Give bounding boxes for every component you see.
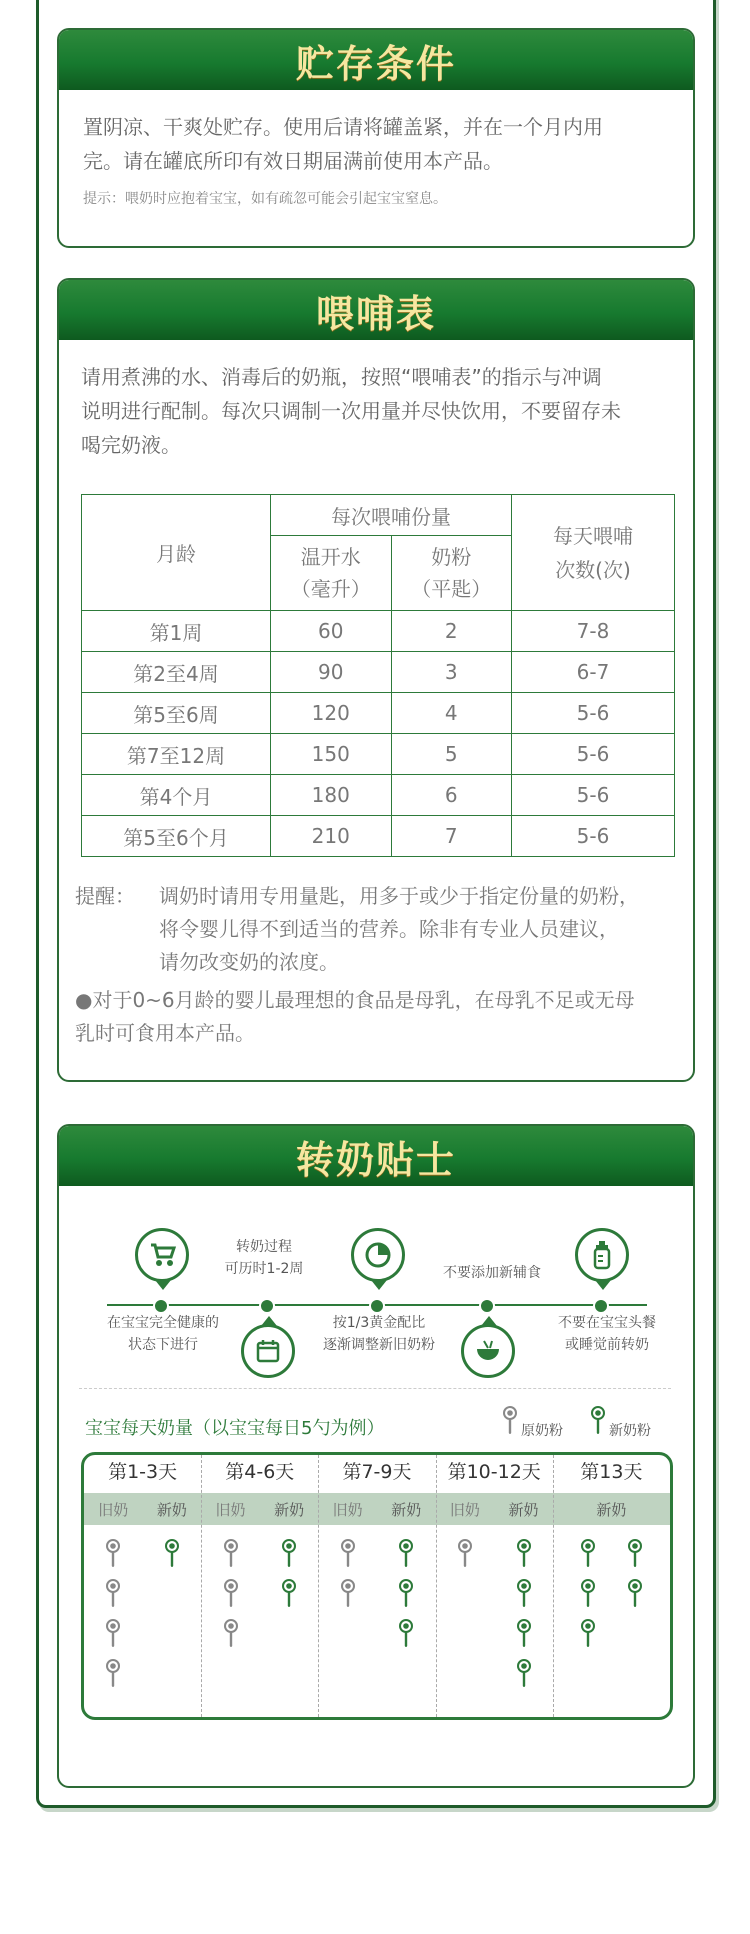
new-milk-label: 新奶 [391,1501,422,1519]
old-milk-label: 旧奶 [215,1501,246,1519]
storage-text-1: 置阴凉、干爽处贮存。使用后请将罐盖紧，并在一个月内用 [83,115,603,139]
feeding-banner [59,280,693,340]
old-spoon-legend-icon [503,1406,517,1436]
cell-water: 180 [271,775,392,816]
feeding-table [81,494,675,857]
storage-hint: 提示：喂奶时应抱着宝宝，如有疏忽可能会引起宝宝窒息。 [83,191,447,207]
cell-times: 5-6 [512,775,675,816]
old-spoon-icon [224,1619,238,1653]
header-water-line1: 温开水 [300,545,361,569]
header-water-line2: （毫升） [290,577,371,601]
feeding-title: 喂哺表 [315,291,436,336]
reminder-1: 调奶时请用专用量匙，用多于或少于指定份量的奶粉， [159,884,639,908]
cell-powder: 5 [391,734,512,775]
step-text-duration-line1: 转奶过程 [236,1239,292,1255]
feeding-panel [57,278,695,1082]
cell-age: 第1周 [82,611,271,652]
legend-new: 新奶粉 [609,1423,651,1439]
cell-age: 第4个月 [82,775,271,816]
new-spoon-icon [517,1619,531,1653]
table-row [82,693,675,734]
header-portion: 每次喂哺份量 [271,495,512,536]
step-text-healthy-line2: 状态下进行 [128,1337,198,1353]
cell-age: 第5至6个月 [82,816,271,857]
stroller-icon [135,1228,189,1282]
bottle-icon [575,1228,629,1282]
header-water [271,536,392,611]
cell-times: 5-6 [512,693,675,734]
cell-times: 5-6 [512,734,675,775]
scoop-schedule-table [81,1452,673,1720]
cell-powder: 4 [391,693,512,734]
step-text-ratio-line1: 按1/3黄金配比 [332,1315,426,1331]
cell-times: 7-8 [512,611,675,652]
header-powder [391,536,512,611]
new-milk-label: 新奶 [156,1501,187,1519]
note-1: ●对于0~6月龄的婴儿最理想的食品是母乳，在母乳不足或无母 [75,988,635,1012]
storage-title: 贮存条件 [295,41,456,86]
reminder-2: 将令婴儿得不到适当的营养。除非有专业人员建议， [159,917,619,941]
new-spoon-legend-icon [591,1406,605,1436]
day-header: 第10-12天 [447,1461,541,1483]
new-spoon-icon [628,1539,642,1573]
cell-powder: 7 [391,816,512,857]
reminder-3: 请勿改变奶的浓度。 [159,950,339,974]
step-text-ratio-line2: 逐渐调整新旧奶粉 [323,1337,435,1353]
pie-chart-icon [351,1228,405,1282]
old-milk-label: 旧奶 [98,1501,129,1519]
day-divider [318,1455,319,1717]
feeding-intro-1: 请用煮沸的水、消毒后的奶瓶，按照“喂哺表”的指示与冲调 [81,365,602,389]
new-spoon-icon [517,1539,531,1573]
switch-panel [57,1124,695,1788]
header-times [512,495,675,611]
new-spoon-icon [165,1539,179,1573]
step-text-timing-line2: 或睡觉前转奶 [565,1337,649,1353]
old-spoon-icon [106,1619,120,1653]
switch-title: 转奶贴士 [295,1137,456,1182]
bowl-icon [461,1324,515,1378]
legend-old: 原奶粉 [521,1423,563,1439]
old-spoon-icon [224,1579,238,1613]
amount-title: 宝宝每天奶量（以宝宝每日5勺为例） [85,1418,385,1439]
old-spoon-icon [458,1539,472,1573]
cell-age: 第7至12周 [82,734,271,775]
header-times-line1: 每天喂哺 [553,523,633,548]
new-milk-label: 新奶 [274,1501,305,1519]
header-powder-line1: 奶粉 [431,545,472,569]
header-age: 月龄 [82,495,271,611]
new-milk-label: 新奶 [596,1501,627,1519]
day-divider [553,1455,554,1717]
table-row [82,816,675,857]
storage-banner [59,30,693,90]
step-text-healthy-line1: 在宝宝完全健康的 [107,1315,219,1331]
feeding-intro-2: 说明进行配制。每次只调制一次用量并尽快饮用，不要留存未 [81,399,621,423]
cell-powder: 3 [391,652,512,693]
cell-times: 6-7 [512,652,675,693]
old-spoon-icon [106,1539,120,1573]
timeline-dot [259,1298,275,1314]
cell-age: 第5至6周 [82,693,271,734]
feeding-intro-3: 喝完奶液。 [81,433,181,457]
cell-water: 90 [271,652,392,693]
old-spoon-icon [106,1579,120,1613]
old-spoon-icon [341,1579,355,1613]
day-divider [436,1455,437,1717]
table-row [82,652,675,693]
new-spoon-icon [399,1619,413,1653]
new-spoon-icon [517,1659,531,1693]
old-spoon-icon [341,1539,355,1573]
day-header: 第4-6天 [225,1461,295,1483]
new-spoon-icon [399,1539,413,1573]
new-spoon-icon [581,1619,595,1653]
day-divider [201,1455,202,1717]
step-text-duration [209,1236,319,1280]
separator-line [79,1388,671,1389]
cell-powder: 2 [391,611,512,652]
new-spoon-icon [282,1539,296,1573]
storage-panel [57,28,695,248]
new-spoon-icon [581,1579,595,1613]
new-spoon-icon [581,1539,595,1573]
timeline-dot [479,1298,495,1314]
table-row [82,611,675,652]
cell-powder: 6 [391,775,512,816]
day-header: 第7-9天 [342,1461,412,1483]
cell-water: 210 [271,816,392,857]
cell-age: 第2至4周 [82,652,271,693]
step-text-duration-line2: 可历时1-2周 [224,1261,304,1277]
storage-text-2: 完。请在罐底所印有效日期届满前使用本产品。 [83,149,503,173]
new-spoon-icon [282,1579,296,1613]
cell-water: 120 [271,693,392,734]
day-header: 第13天 [580,1461,643,1483]
day-header: 第1-3天 [108,1461,178,1483]
table-row [82,775,675,816]
note-2: 乳时可食用本产品。 [75,1021,255,1045]
switch-banner [59,1126,693,1186]
table-row [82,734,675,775]
header-times-line2: 次数(次) [555,557,631,582]
cell-times: 5-6 [512,816,675,857]
step-text-no-new-food: 不要添加新辅食 [443,1265,541,1281]
new-spoon-icon [628,1579,642,1613]
new-milk-label: 新奶 [508,1501,539,1519]
step-text-ratio [309,1312,449,1356]
step-text-timing-line1: 不要在宝宝头餐 [558,1315,656,1331]
new-spoon-icon [517,1579,531,1613]
step-text-healthy [93,1312,233,1356]
cell-water: 150 [271,734,392,775]
calendar-icon [241,1324,295,1378]
new-spoon-icon [399,1579,413,1613]
old-spoon-icon [224,1539,238,1573]
cell-water: 60 [271,611,392,652]
old-milk-label: 旧奶 [449,1501,480,1519]
step-text-timing [537,1312,677,1356]
old-milk-label: 旧奶 [332,1501,363,1519]
reminder-label: 提醒： [75,884,135,908]
old-spoon-icon [106,1659,120,1693]
header-powder-line2: （平匙） [411,577,492,601]
